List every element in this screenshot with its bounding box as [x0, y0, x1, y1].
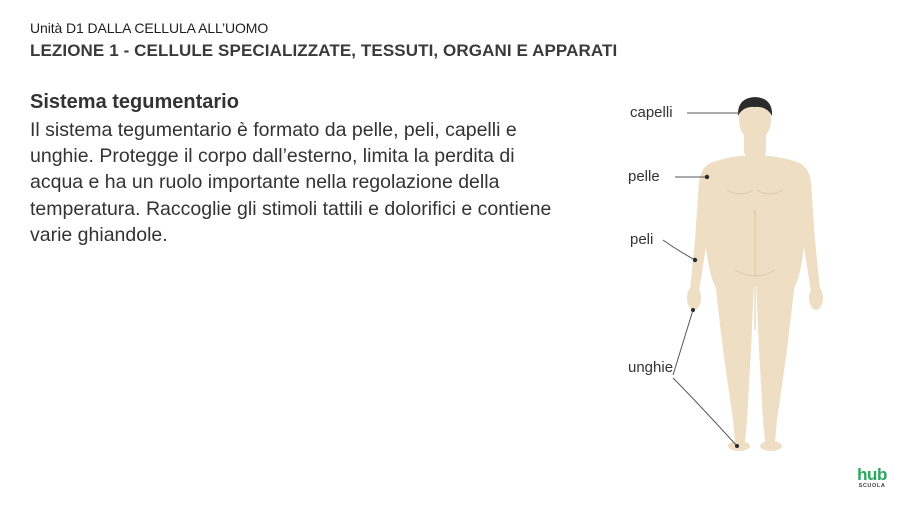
right-hand: [809, 286, 823, 310]
body-illustration: [615, 90, 865, 460]
hair-pointer-dot: [693, 258, 697, 262]
left-leg: [715, 282, 754, 442]
label-pelle: pelle: [628, 168, 660, 185]
hub-scuola-logo: [852, 467, 892, 490]
logo-main-text: hub: [857, 465, 887, 484]
logo-sub-text: SCUOLA: [858, 483, 886, 489]
left-hand: [687, 286, 701, 310]
section-title: Sistema tegumentario: [30, 91, 239, 113]
section-body-text: Il sistema tegumentario è formato da pelle, peli, capelli e unghie. Protegge il corpo dall’esterno, limita la perdita di acqua e ha un ruolo importante nella regolazione della temperatura. Raccoglie gli stimoli tattili e dolorifici e contiene varie ghiandole.: [30, 119, 552, 246]
label-capelli: capelli: [630, 104, 673, 121]
label-peli: peli: [630, 231, 654, 248]
nail-pointer-dot-foot: [735, 444, 739, 448]
skin-pointer-dot: [705, 175, 709, 179]
lesson-title: LEZIONE 1 - CELLULE SPECIALIZZATE, TESSUTI, ORGANI E APPARATI: [30, 41, 618, 60]
right-foot: [760, 441, 782, 451]
human-body-figure: [615, 90, 865, 460]
body-silhouette: [687, 97, 823, 451]
right-leg: [756, 282, 795, 442]
unit-heading: Unità D1 DALLA CELLULA ALL’UOMO: [30, 20, 269, 36]
label-unghie: unghie: [628, 359, 674, 376]
nail-pointer-dot-hand: [691, 308, 695, 312]
